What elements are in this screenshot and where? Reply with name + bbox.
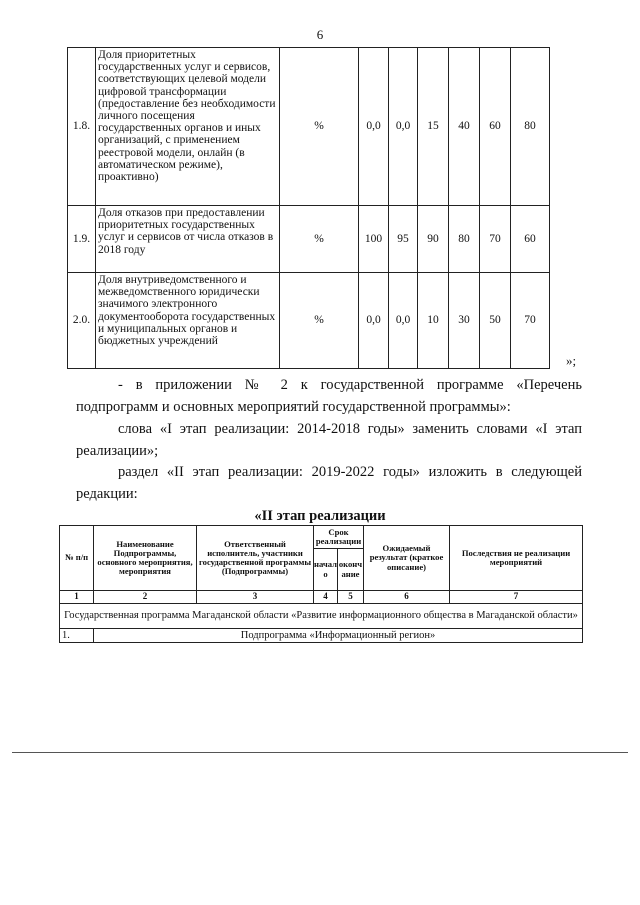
value-cell: 80 [511,48,550,206]
row-number: 1. [60,629,94,643]
table-row [68,48,550,206]
header-consequence: Последствия не реализации мероприятий [450,526,583,591]
row-number: 1.8. [68,48,96,206]
value-cell: 80 [449,206,480,273]
value-cell: 40 [449,48,480,206]
paragraph-line: раздел «II этап реализации: 2019-2022 годы» изложить в следующей [118,464,582,480]
paragraph-line: редакции: [76,486,138,502]
header-name: Наименование Подпрограммы, основного мероприятия, мероприятия [94,526,197,591]
indicator-name: Доля внутриведомственного и межведомственного юридически значимого электронного документооборота государственных и муниципальных органов и бюджетных учреждений [96,273,280,369]
unit-cell: % [280,273,359,369]
column-number-row [60,591,583,604]
row-number: 2.0. [68,273,96,369]
value-cell: 0,0 [389,48,418,206]
value-cell: 0,0 [389,273,418,369]
value-cell: 0,0 [359,48,389,206]
paragraph-section [76,461,582,505]
unit-cell: % [280,206,359,273]
value-cell: 30 [449,273,480,369]
value-cell: 90 [418,206,449,273]
paragraph-appendix [76,374,582,418]
indicator-name: Доля приоритетных государственных услуг и сервисов, соответствующих целевой модели цифровой трансформации (предоставление без необходимости личного посещения государственных органов и иных организаций, с применением реестровой модели, онлайн (в автоматическом режиме), проактивно) [96,48,280,206]
value-cell: 70 [480,206,511,273]
column-number: 5 [338,591,364,604]
value-cell: 95 [389,206,418,273]
value-cell: 10 [418,273,449,369]
value-cell: 100 [359,206,389,273]
value-cell: 50 [480,273,511,369]
stage-title: «II этап реализации [254,508,386,524]
page-divider [12,752,628,753]
column-number: 1 [60,591,94,604]
column-number: 7 [450,591,583,604]
table-row [68,273,550,369]
value-cell: 0,0 [359,273,389,369]
header-end: оконч ание [338,549,364,591]
column-number: 2 [94,591,197,604]
header-row [60,526,583,549]
paragraph-line: реализации»; [76,443,159,459]
table-row [68,206,550,273]
program-row: Государственная программа Магаданской области «Развитие информационного общества в Магаданской области» [60,604,583,629]
subprogram-row: Подпрограмма «Информационный регион» [94,629,583,643]
page-number: 6 [316,27,324,42]
indicator-name: Доля отказов при предоставлении приоритетных государственных услуг и сервисов от числа отказов в 2018 году [96,206,280,273]
header-num: № п/п [60,526,94,591]
value-cell: 70 [511,273,550,369]
row-number: 1.9. [68,206,96,273]
indicators-table [67,47,550,369]
header-term: Срок реализации [314,526,364,549]
paragraph-replace [76,418,582,462]
measures-table [59,525,583,643]
quote-close: »; [566,353,577,368]
table-row [60,604,583,629]
header-start: начал о [314,549,338,591]
unit-cell: % [280,48,359,206]
value-cell: 60 [511,206,550,273]
paragraph-line: подпрограмм и основных мероприятий государственной программы»: [76,399,511,415]
header-result: Ожидаемый результат (краткое описание) [364,526,450,591]
column-number: 4 [314,591,338,604]
column-number: 6 [364,591,450,604]
paragraph-line: - в приложении № 2 к государственной программе «Перечень [118,377,582,393]
table-row [60,629,583,643]
column-number: 3 [197,591,314,604]
paragraph-line: слова «I этап реализации: 2014-2018 годы» заменить словами «I этап [118,421,582,437]
header-responsible: Ответственный исполнитель, участники государственной программы (Подпрограммы) [197,526,314,591]
value-cell: 60 [480,48,511,206]
value-cell: 15 [418,48,449,206]
